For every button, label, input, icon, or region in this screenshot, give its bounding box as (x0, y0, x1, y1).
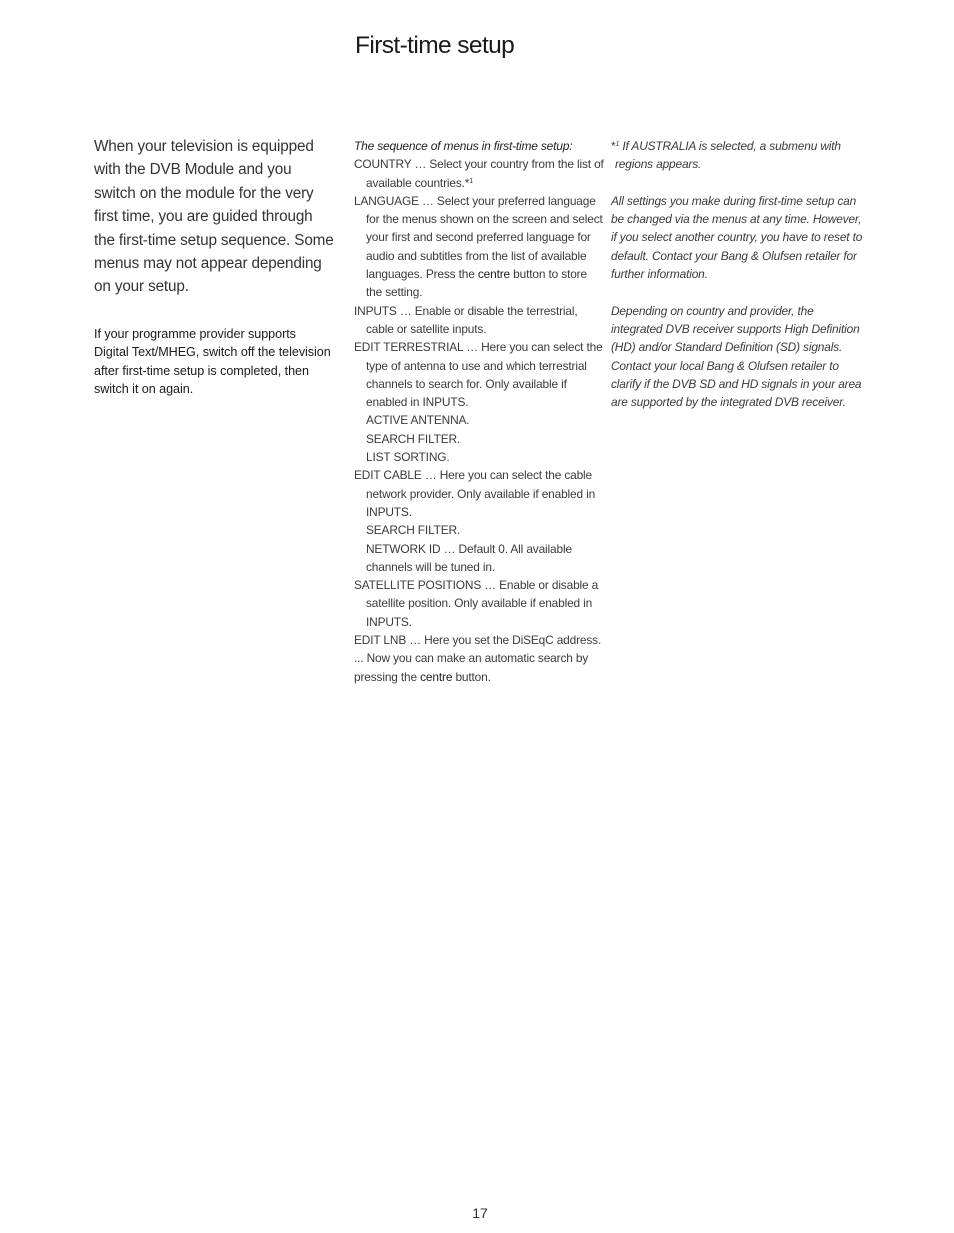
page-title: First-time setup (355, 32, 515, 59)
sub-item-list-sorting: LIST SORTING. (366, 450, 450, 465)
menu-item-country (354, 155, 604, 192)
menu-item-edit-lnb: EDIT LNB … Here you set the DiSEqC address. (354, 633, 602, 648)
footnote-number: 1 (615, 141, 620, 148)
settings-note: All settings you make during first-time setup can be changed via the menus at any time. However, if you select another country, you have to reset to default. Contact your Bang & Olufsen retailer for further information. (611, 193, 863, 282)
centre-keyword: centre (420, 669, 453, 684)
left-column (94, 135, 334, 398)
menu-sequence-list (354, 155, 604, 649)
menu-item-country-text: COUNTRY … Select your country from the list of available countries.* (354, 157, 604, 190)
page-number: 17 (472, 1205, 488, 1221)
menu-item-language-text-end: button to store the setting. (366, 267, 587, 300)
centre-keyword: centre (477, 267, 511, 282)
closing-text-end: button. (452, 669, 491, 684)
closing-paragraph (354, 649, 604, 686)
footnote-australia (611, 137, 863, 174)
footnote-asterisk: * (611, 139, 616, 153)
menu-sequence-column (354, 137, 604, 686)
menu-item-language (354, 192, 604, 302)
closing-text: ... Now you can make an automatic search by pressing the (354, 651, 589, 684)
mheg-note: If your programme provider supports Digital Text/MHEG, switch off the television after first-time setup is completed, then switch it on again. (94, 326, 331, 397)
menu-item-inputs: INPUTS … Enable or disable the terrestrial, cable or satellite inputs. (354, 303, 578, 336)
footnote-ref: 1 (469, 177, 474, 185)
menu-item-language-text: LANGUAGE … Select your preferred language for the menus shown on the screen and select your first and second preferred language for audio and subtitles from the list of available languages. Press the (354, 193, 603, 282)
sub-item-active-antenna: ACTIVE ANTENNA. (366, 413, 470, 428)
menu-item-edit-terrestrial: EDIT TERRESTRIAL … Here you can select the type of antenna to use and which terrestrial channels to search for. Only available if enabled in INPUTS. (354, 340, 603, 410)
sub-item-search-filter: SEARCH FILTER. (366, 431, 461, 446)
sequence-heading: The sequence of menus in first-time setup: (354, 139, 573, 153)
sub-item-search-filter: SEARCH FILTER. (366, 523, 461, 538)
intro-paragraph: When your television is equipped with the DVB Module and you switch on the module for the very first time, you are guided through the first-time setup sequence. Some menus may not appear depending on your setup. (94, 138, 334, 296)
hd-sd-note: Depending on country and provider, the integrated DVB receiver supports High Definition (HD) and/or Standard Definition (SD) signals. Contact your local Bang & Olufsen retailer to clarify if the DVB SD and HD signals in your area are supported by the integrated DVB receiver. (611, 303, 862, 410)
menu-item-edit-cable: EDIT CABLE … Here you can select the cable network provider. Only available if enabled in INPUTS. (354, 468, 596, 519)
sub-item-network-id: NETWORK ID … Default 0. All available channels will be tuned in. (366, 541, 572, 574)
notes-column (611, 137, 863, 430)
footnote-text: If AUSTRALIA is selected, a submenu with regions appears. (615, 139, 841, 172)
menu-item-satellite-positions: SATELLITE POSITIONS … Enable or disable a satellite position. Only available if enabled in INPUTS. (354, 578, 599, 629)
